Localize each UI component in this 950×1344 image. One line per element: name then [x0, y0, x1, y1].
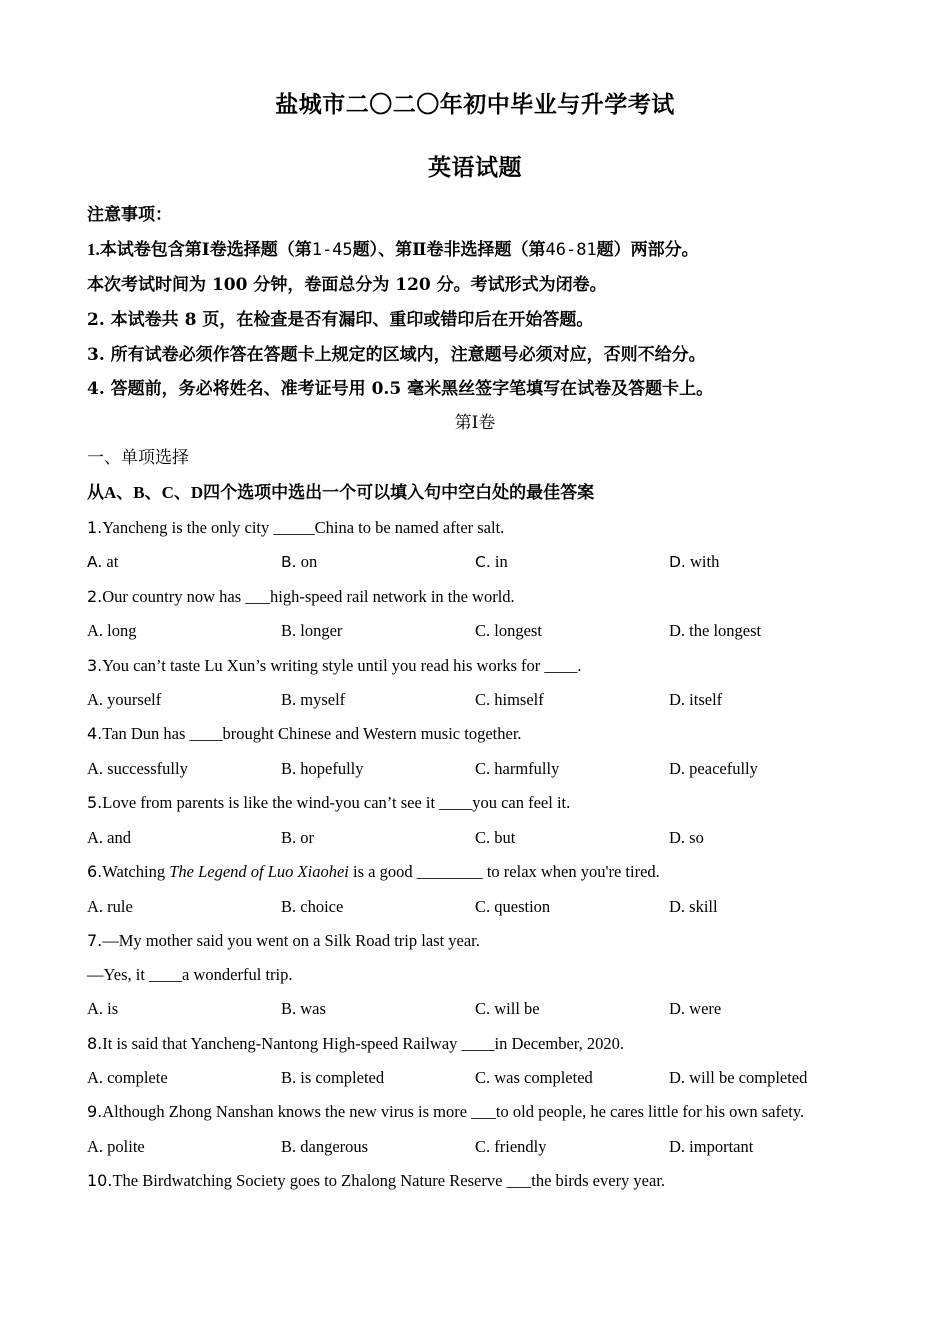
option-c: C. longest: [475, 621, 542, 640]
option-b: B. was: [281, 999, 326, 1018]
option-b: B. or: [281, 828, 314, 847]
option-a: [87, 550, 118, 574]
option-b: [281, 550, 317, 574]
question-9-options: [87, 1135, 887, 1159]
notes-item-2: 2. 本试卷共 8 页，在检查是否有漏印、重印或错印后在开始答题。: [87, 310, 594, 330]
option-d: D. were: [669, 999, 722, 1018]
instruction-suffix: 四个选项中选出一个可以填入句中空白处的最佳答案: [203, 483, 595, 503]
notes-item-1-line-2: 本次考试时间为 100 分钟，卷面总分为 120 分。考试形式为闭卷。: [87, 275, 607, 295]
notes-item-1-part-c: 题）两部分。: [596, 240, 699, 260]
notes-item-1-part-a: 本试卷包含第Ⅰ卷选择题（第: [99, 240, 312, 260]
question-text: Our country now has ___high-speed rail network in the world.: [102, 587, 515, 606]
notes-item-1-range-2: 46-81: [545, 240, 597, 260]
option-b: B. hopefully: [281, 759, 364, 778]
option-text: at: [106, 552, 119, 571]
notes-item-1-num: 1.: [87, 240, 100, 259]
question-text-prefix: Watching: [102, 862, 170, 881]
question-text: The Birdwatching Society goes to Zhalong Nature Reserve ___the birds every year.: [112, 1171, 666, 1190]
option-text: in: [494, 552, 508, 571]
part-title: 一、单项选择: [87, 448, 189, 468]
question-3: [87, 654, 887, 678]
option-a: A. yourself: [87, 690, 162, 709]
option-c: C. question: [475, 897, 551, 916]
volume-label: 第Ⅰ卷: [454, 413, 496, 433]
option-a: A. complete: [87, 1068, 168, 1087]
notes-item-1-part-b: 题）、第Ⅱ卷非选择题（第: [352, 240, 546, 260]
option-a: A. polite: [87, 1137, 145, 1156]
option-d: D. peacefully: [669, 759, 758, 778]
option-d: [669, 550, 719, 574]
question-number: 4.: [87, 724, 103, 743]
question-number: 10.: [87, 1171, 113, 1190]
option-text: on: [300, 552, 318, 571]
question-text: Although Zhong Nanshan knows the new virus is more ___to old people, he cares little for his own safety.: [102, 1102, 805, 1121]
question-6: [87, 860, 887, 884]
question-7-options: [87, 997, 887, 1021]
option-a: A. is: [87, 999, 119, 1018]
option-b: B. myself: [281, 690, 346, 709]
question-1: [87, 516, 887, 540]
option-a: A. successfully: [87, 759, 188, 778]
question-10: [87, 1169, 887, 1193]
question-8: [87, 1032, 887, 1056]
question-text-suffix: is a good ________ to relax when you're tired.: [348, 862, 660, 881]
option-c: [475, 550, 508, 574]
question-number: 9.: [87, 1102, 103, 1121]
question-text-line-2: —Yes, it ____a wonderful trip.: [87, 965, 293, 984]
question-2: [87, 585, 887, 609]
question-text: —My mother said you went on a Silk Road trip last year.: [102, 931, 480, 950]
option-text: with: [690, 552, 720, 571]
notes-item-1: [87, 238, 887, 262]
option-c: C. but: [475, 828, 516, 847]
option-a: A. and: [87, 828, 131, 847]
question-4: [87, 722, 887, 746]
exam-title: 盐城市二〇二〇年初中毕业与升学考试: [275, 91, 675, 118]
option-letter: A.: [87, 553, 103, 571]
option-b: B. longer: [281, 621, 343, 640]
question-5: [87, 791, 887, 815]
option-c: C. friendly: [475, 1137, 547, 1156]
question-text: Tan Dun has ____brought Chinese and Western music together.: [102, 724, 522, 743]
notes-heading: 注意事项：: [87, 205, 172, 225]
question-9: [87, 1100, 887, 1124]
question-text: Love from parents is like the wind-you can’t see it ____you can feel it.: [102, 793, 571, 812]
question-text: Yancheng is the only city _____China to be named after salt.: [102, 518, 505, 537]
notes-item-1-range-1: 1-45: [311, 240, 353, 260]
option-letter: B.: [281, 553, 297, 571]
option-d: D. the longest: [669, 621, 762, 640]
option-b: B. choice: [281, 897, 344, 916]
option-a: A. long: [87, 621, 137, 640]
notes-item-4: 4. 答题前，务必将姓名、准考证号用 0.5 毫米黑丝签字笔填写在试卷及答题卡上。: [87, 379, 714, 399]
instruction-prefix: 从: [87, 483, 104, 503]
exam-subtitle: 英语试题: [428, 154, 522, 181]
question-number: 7.: [87, 931, 103, 950]
notes-item-3: 3. 所有试卷必须作答在答题卡上规定的区域内，注意题号必须对应，否则不给分。: [87, 345, 706, 365]
question-1-options: [87, 550, 887, 574]
question-2-options: [87, 619, 887, 643]
question-6-options: [87, 895, 887, 919]
question-text-italic-title: The Legend of Luo Xiaohei: [169, 862, 349, 881]
option-c: C. was completed: [475, 1068, 593, 1087]
question-8-options: [87, 1066, 887, 1090]
question-5-options: [87, 826, 887, 850]
option-d: D. important: [669, 1137, 754, 1156]
question-number: 6.: [87, 862, 103, 881]
question-number: 3.: [87, 656, 103, 675]
option-c: C. himself: [475, 690, 544, 709]
option-b: B. dangerous: [281, 1137, 369, 1156]
option-d: D. will be completed: [669, 1068, 808, 1087]
question-number: 8.: [87, 1034, 103, 1053]
option-d: D. so: [669, 828, 704, 847]
option-c: C. harmfully: [475, 759, 560, 778]
question-text: It is said that Yancheng-Nantong High-speed Railway ____in December, 2020.: [102, 1034, 624, 1053]
option-letter: C.: [475, 553, 491, 571]
question-3-options: [87, 688, 887, 712]
option-c: C. will be: [475, 999, 540, 1018]
section-instruction: [87, 481, 887, 505]
question-number: 1.: [87, 518, 103, 537]
question-text: You can’t taste Lu Xun’s writing style until you read his works for ____.: [102, 656, 582, 675]
option-letter: D.: [669, 553, 686, 571]
option-a: A. rule: [87, 897, 133, 916]
question-number: 2.: [87, 587, 103, 606]
option-d: D. itself: [669, 690, 723, 709]
question-7: [87, 929, 887, 953]
option-d: D. skill: [669, 897, 718, 916]
question-7-line-2: [87, 963, 887, 987]
question-4-options: [87, 757, 887, 781]
option-b: B. is completed: [281, 1068, 385, 1087]
question-number: 5.: [87, 793, 103, 812]
instruction-letters: A、B、C、D: [104, 483, 204, 502]
